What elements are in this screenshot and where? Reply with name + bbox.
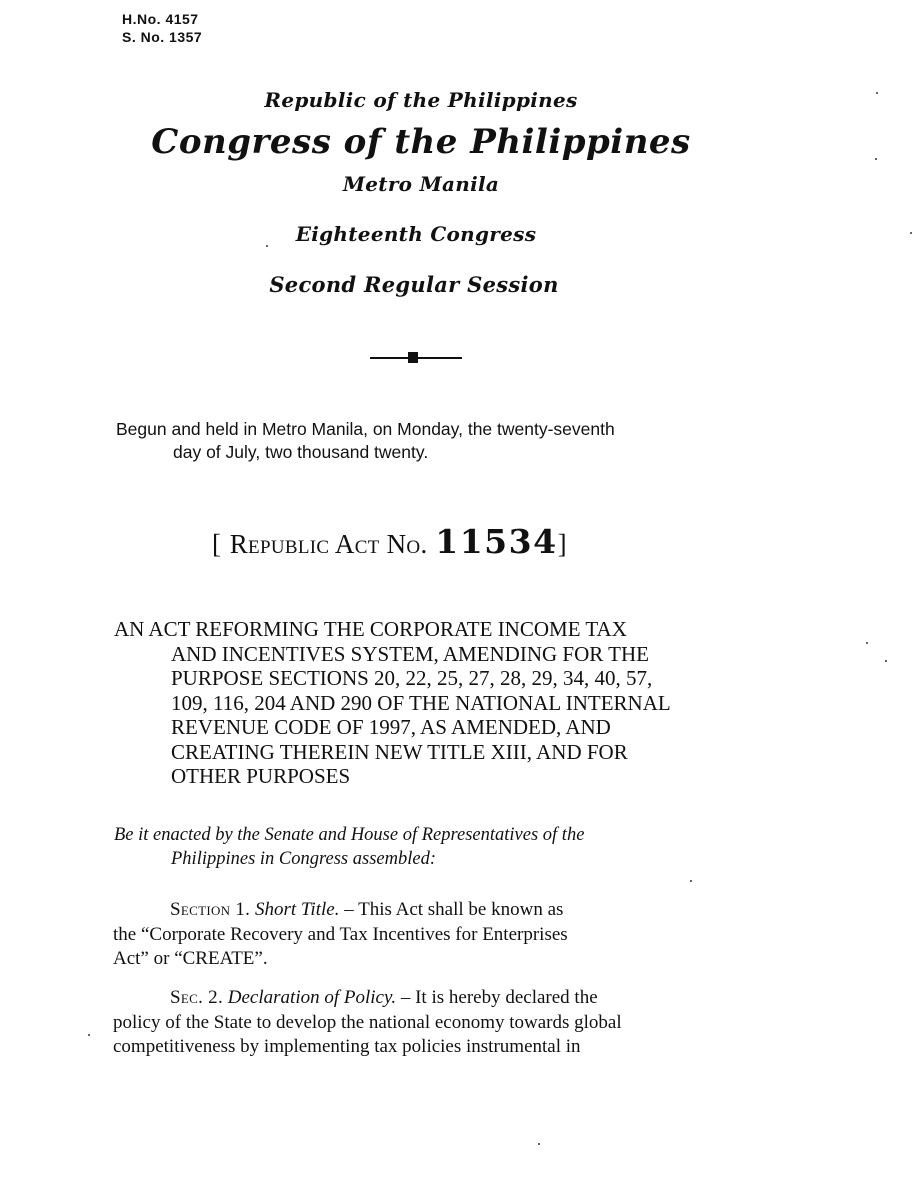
session-statement-line-1: Begun and held in Metro Manila, on Monday, the twenty-seventh — [116, 419, 615, 439]
section-2-dash: – — [396, 987, 416, 1008]
section-1-line-3: Act” or “CREATE”. — [113, 948, 268, 969]
section-2-text: It is hereby declared the — [415, 987, 598, 1008]
divider-ornament — [408, 352, 418, 363]
scan-speck — [538, 1143, 540, 1145]
section-2 — [113, 986, 713, 1060]
section-2-label: Sec. 2. — [170, 987, 224, 1008]
act-title-line: AN ACT REFORMING THE CORPORATE INCOME TAX — [114, 617, 627, 641]
section-1-dash: – — [339, 899, 359, 920]
bill-numbers — [122, 10, 202, 46]
section-1 — [113, 898, 713, 972]
scan-speck — [910, 232, 912, 234]
act-title-line: AND INCENTIVES SYSTEM, AMENDING FOR THE — [171, 641, 649, 666]
section-1-heading: Short Title. — [254, 899, 340, 920]
scan-speck — [266, 245, 268, 247]
act-title-line: CREATING THEREIN NEW TITLE XIII, AND FOR — [171, 739, 628, 764]
scan-speck — [876, 92, 878, 94]
scan-speck — [866, 642, 868, 644]
scan-speck — [690, 880, 692, 882]
section-2-line-3: competitiveness by implementing tax policies instrumental in — [113, 1036, 581, 1057]
section-1-text: This Act shall be known as — [358, 899, 564, 920]
session-statement-line-2: day of July, two thousand twenty. — [173, 442, 429, 462]
ra-number: 11534 — [435, 522, 558, 561]
republic-act-number — [212, 522, 568, 561]
section-1-line-2: the “Corporate Recovery and Tax Incentives for Enterprises — [113, 923, 568, 945]
enacting-clause-line-1: Be it enacted by the Senate and House of Representatives of the — [114, 825, 585, 845]
act-title-line: REVENUE CODE OF 1997, AS AMENDED, AND — [171, 715, 611, 739]
scan-speck — [88, 1034, 90, 1036]
section-2-line-2: policy of the State to develop the national economy towards global — [113, 1011, 622, 1033]
act-title-line: PURPOSE SECTIONS 20, 22, 25, 27, 28, 29, 34, 40, 57, — [171, 666, 653, 690]
house-bill-number: H.No. 4157 — [122, 11, 199, 27]
session-heading: Second Regular Session — [269, 272, 559, 297]
scan-speck — [885, 660, 887, 662]
senate-bill-number: S. No. 1357 — [122, 29, 203, 45]
act-title-line: 109, 116, 204 AND 290 OF THE NATIONAL INTERNAL — [171, 690, 671, 715]
enacting-clause-line-2: Philippines in Congress assembled: — [171, 849, 436, 869]
session-statement — [116, 418, 756, 464]
ra-open-bracket: [ — [212, 529, 222, 559]
republic-heading: Republic of the Philippines — [264, 88, 578, 112]
enacting-clause — [114, 823, 714, 871]
scan-speck — [875, 158, 877, 160]
congress-heading: Congress of the Philippines — [151, 122, 691, 162]
congress-number-heading: Eighteenth Congress — [295, 222, 537, 246]
ra-close-bracket: ] — [557, 529, 568, 559]
act-title-line: OTHER PURPOSES — [171, 764, 351, 788]
act-title — [114, 617, 714, 789]
ra-label: Republic Act No. — [229, 529, 428, 559]
section-1-label: Section 1. — [170, 899, 251, 920]
section-2-heading: Declaration of Policy. — [227, 987, 397, 1008]
location-heading: Metro Manila — [342, 172, 500, 196]
